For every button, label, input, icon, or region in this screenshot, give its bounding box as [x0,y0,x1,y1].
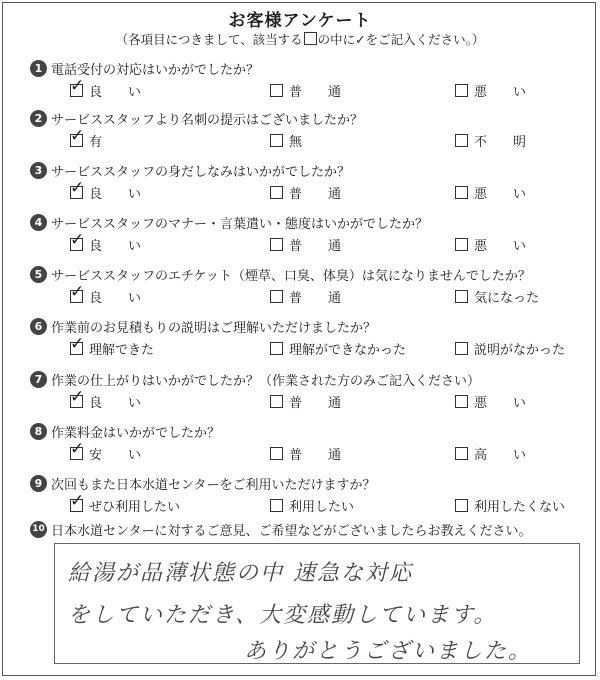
question-text: 電話受付の対応はいかがでしたか？ [51,62,260,78]
option-4-1[interactable] [70,229,142,255]
comment-question-text: 日本水道センターに対するご意見、ご希望などがございましたらお教えください。 [51,523,532,539]
option-4-3[interactable] [455,233,526,255]
question-1 [30,55,259,81]
checkbox[interactable] [270,134,283,147]
check-mark-icon: ✓ [70,229,85,250]
handwritten-line-3: ありがとうございました。 [244,639,533,664]
option-label: 普 通 [289,447,342,463]
handwritten-line-1: 給湯が品薄状態の中 速急な対応 [68,561,413,586]
check-mark-icon: ✓ [70,281,85,302]
checkbox[interactable] [270,342,283,355]
option-8-1[interactable] [70,438,142,464]
question-number-badge: 4 [30,214,47,231]
option-label: 普 通 [289,186,342,202]
checkbox-checked[interactable] [70,229,85,251]
instructions-after: をご記入ください。） [365,32,485,47]
option-1-3[interactable] [455,79,526,101]
page-title: お客様アンケート [228,11,372,31]
question-number-badge: 5 [30,266,47,283]
question-number-badge: 1 [30,60,47,77]
question-number-badge: 2 [30,110,47,127]
checkbox[interactable] [455,290,468,303]
question-text: 次回もまた日本水道センターをご利用いただけますか？ [51,477,376,493]
checkbox-checked[interactable] [70,177,85,199]
instructions-before: （各項目につきまして、該当する [115,32,303,47]
option-label: 悪 い [474,84,527,100]
option-6-3[interactable] [455,337,565,359]
option-6-2[interactable] [270,337,406,359]
option-7-3[interactable] [455,390,526,412]
option-label: 利用したい [289,499,355,515]
question-4 [30,209,428,235]
checkbox[interactable] [270,395,283,408]
checkbox-checked[interactable] [70,125,85,147]
checkbox[interactable] [455,238,468,251]
option-label: 気になった [474,290,540,306]
question-text: 作業前のお見積もりの説明はご理解いただけましたか？ [51,320,377,336]
option-label: 普 通 [289,395,342,411]
option-1-2[interactable] [270,79,341,101]
checkbox[interactable] [270,290,283,303]
checkbox-checked[interactable] [70,281,85,303]
question-text: サービススタッフの身だしなみはいかがでしたか？ [51,164,351,180]
question-number-badge: 8 [30,423,47,440]
option-label: 悪 い [474,238,527,254]
option-2-2[interactable] [270,129,302,151]
option-7-1[interactable] [70,386,142,412]
option-label: 高 い [474,447,527,463]
checkbox-checked[interactable] [70,75,85,97]
option-1-1[interactable] [70,75,142,101]
checkbox[interactable] [455,499,468,512]
handwritten-line-2: をしていただき、大変感動しています。 [68,603,498,628]
instructions [0,30,600,48]
check-mark-icon: ✓ [70,177,85,198]
checkbox-checked[interactable] [70,438,85,460]
option-7-2[interactable] [270,390,341,412]
checkbox[interactable] [270,238,283,251]
check-mark-icon: ✓ [70,386,85,407]
checkbox[interactable] [455,186,468,199]
check-mark-icon: ✓ [70,438,85,459]
checkbox[interactable] [270,186,283,199]
checkbox[interactable] [455,84,468,97]
option-label: 説明がなかった [474,342,566,358]
option-label: 有 [89,134,103,150]
option-label: 無 [289,134,303,150]
option-label: 利用したくない [474,499,566,515]
option-9-2[interactable] [270,494,354,516]
checkbox[interactable] [455,134,468,147]
question-8 [30,418,220,444]
option-9-3[interactable] [455,494,565,516]
option-3-1[interactable] [70,177,142,203]
option-label: 安 い [89,447,142,463]
instructions-middle: の中に [317,32,356,47]
option-2-3[interactable] [455,129,526,151]
question-7 [30,366,480,392]
option-label: 良 い [89,84,142,100]
question-text: サービススタッフのマナー・言葉遣い・態度はいかがでしたか？ [51,216,429,232]
option-8-3[interactable] [455,442,526,464]
checkbox[interactable] [455,395,468,408]
option-label: 良 い [89,395,142,411]
check-mark-icon: ✓ [355,32,366,47]
question-number-badge: 10 [30,521,47,538]
question-number-badge: 7 [30,371,47,388]
question-5 [30,261,531,287]
checkbox-sample-icon [304,32,317,45]
checkbox[interactable] [270,84,283,97]
option-label: 良 い [89,290,142,306]
option-8-2[interactable] [270,442,341,464]
option-label: 普 通 [289,238,342,254]
option-label: 普 通 [289,290,342,306]
option-label: 理解ができなかった [289,342,407,358]
question-text: 作業の仕上がりはいかがでしたか？（作業された方のみご記入ください） [51,373,481,389]
option-2-1[interactable] [70,125,103,151]
question-text: サービススタッフのエチケット（煙草、口臭、体臭）は気になりませんでしたか？ [51,268,531,284]
checkbox[interactable] [270,447,283,460]
check-mark-icon: ✓ [70,125,85,146]
comment-question [30,516,531,542]
option-label: 良 い [89,238,142,254]
question-text: 作業料金はいかがでしたか？ [51,425,221,441]
option-5-1[interactable] [70,281,142,307]
option-3-2[interactable] [270,181,341,203]
option-5-2[interactable] [270,285,341,307]
option-6-1[interactable] [70,333,155,359]
check-mark-icon: ✓ [70,333,85,354]
option-label: 理解できた [89,342,155,358]
option-9-1[interactable] [70,490,181,516]
check-mark-icon: ✓ [70,75,85,96]
option-label: ぜひ利用したい [89,499,181,515]
checkbox-checked[interactable] [70,333,85,355]
option-label: 悪 い [474,186,527,202]
checkbox[interactable] [455,342,468,355]
check-mark-icon: ✓ [70,490,85,511]
option-4-2[interactable] [270,233,341,255]
option-3-3[interactable] [455,181,526,203]
question-text: サービススタッフより名刺の提示はございましたか？ [51,112,364,128]
option-5-3[interactable] [455,285,539,307]
checkbox[interactable] [270,499,283,512]
option-label: 普 通 [289,84,342,100]
checkbox-checked[interactable] [70,386,85,408]
question-number-badge: 9 [30,475,47,492]
checkbox-checked[interactable] [70,490,85,512]
question-number-badge: 6 [30,318,47,335]
checkbox[interactable] [455,447,468,460]
question-number-badge: 3 [30,162,47,179]
option-label: 良 い [89,186,142,202]
option-label: 不 明 [474,134,527,150]
option-label: 悪 い [474,395,527,411]
